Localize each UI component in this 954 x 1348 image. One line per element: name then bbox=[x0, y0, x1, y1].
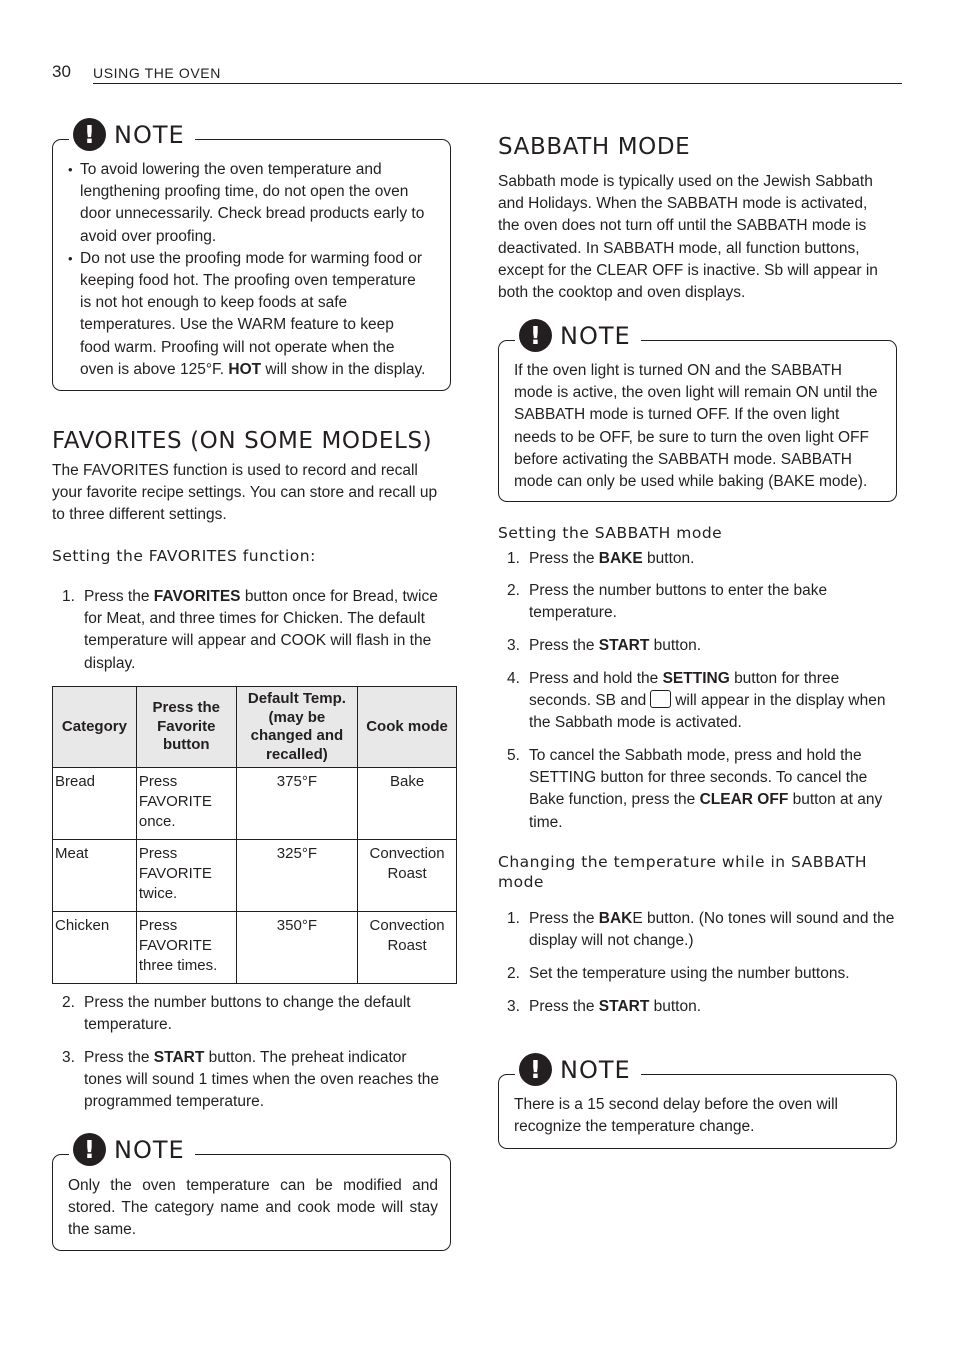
table-cell: Bread bbox=[53, 768, 137, 840]
sabbath-step-3: 3. Press the START button. bbox=[507, 637, 702, 654]
favorites-table bbox=[52, 686, 457, 984]
column-header: Default Temp. (may be changed and recalled) bbox=[236, 687, 357, 768]
sabbath-step-5: 5. To cancel the Sabbath mode, press and hold the SETTING button for three seconds. To cancel the Bake function, press the CLEAR OFF button at any time. bbox=[507, 747, 883, 831]
table-header-row bbox=[53, 687, 457, 768]
page-number: 30 bbox=[52, 62, 71, 81]
note-title: NOTE bbox=[114, 120, 185, 149]
favorites-title: FAVORITES (ON SOME MODELS) bbox=[52, 428, 433, 454]
table-cell: Convection Roast bbox=[358, 912, 457, 984]
note-title: NOTE bbox=[560, 1055, 631, 1084]
note-header bbox=[69, 1133, 195, 1166]
table-cell: Press FAVORITE twice. bbox=[136, 840, 236, 912]
column-header: Category bbox=[53, 687, 137, 768]
note-body bbox=[68, 159, 428, 381]
note-bullet: • To avoid lowering the oven temperature and lengthening proofing time, do not open the oven door unnecessarily. Check bread products early to avoid over proofing. bbox=[68, 159, 428, 248]
note-box-sabbath-light bbox=[498, 321, 897, 502]
exclamation-icon: ! bbox=[519, 1053, 552, 1086]
note-header bbox=[515, 319, 641, 352]
favorites-step-1: 1. Press the FAVORITES button once for Bread, twice for Meat, and three times for Chicken. The default temperature will appear and COOK will flash in the display. bbox=[62, 588, 438, 672]
table-row bbox=[53, 840, 457, 912]
note-box-favorites bbox=[52, 1135, 451, 1251]
note-bullet: • Do not use the proofing mode for warming food or keeping food hot. The proofing oven temperature is not hot enough to keep foods at safe temperatures. Use the WARM feature to keep food warm. Proofing will not operate when the oven is above 125°F. HOT will show in the display. bbox=[68, 248, 428, 381]
favorites-intro: The FAVORITES function is used to record and recall your favorite recipe settings. You can store and recall up to three different settings. bbox=[52, 462, 438, 524]
note-box-proofing bbox=[52, 120, 451, 391]
changing-step-2: 2. Set the temperature using the number buttons. bbox=[507, 965, 850, 982]
note-header bbox=[515, 1053, 641, 1086]
sabbath-title: SABBATH MODE bbox=[498, 134, 691, 160]
setting-sabbath-subheading: Setting the SABBATH mode bbox=[498, 524, 723, 542]
favorites-step-2: 2. Press the number buttons to change the default temperature. bbox=[62, 994, 411, 1034]
sabbath-indicator-icon bbox=[650, 690, 671, 708]
sabbath-step-1: 1. Press the BAKE button. bbox=[507, 550, 695, 567]
sabbath-step-4: 4. Press and hold the SETTING button for three seconds. SB and will appear in the display when the Sabbath mode is activated. bbox=[507, 670, 886, 732]
column-header: Cook mode bbox=[358, 687, 457, 768]
note-body: There is a 15 second delay before the oven will recognize the temperature change. bbox=[514, 1096, 838, 1136]
table-row bbox=[53, 768, 457, 840]
table-cell: Bake bbox=[358, 768, 457, 840]
note-body: If the oven light is turned ON and the SABBATH mode is active, the oven light will remain ON until the SABBATH mode is turned OFF. If the oven light needs to be OFF, be sure to turn the oven light OFF before activating the SABBATH mode. SABBATH mode can only be used while baking (BAKE mode). bbox=[514, 362, 878, 491]
exclamation-icon: ! bbox=[519, 319, 552, 352]
table-row bbox=[53, 912, 457, 984]
favorites-subheading: Setting the FAVORITES function: bbox=[52, 547, 316, 565]
note-body: Only the oven temperature can be modified and stored. The category name and cook mode will stay the same. bbox=[68, 1177, 438, 1239]
column-header: Press the Favorite button bbox=[136, 687, 236, 768]
table-cell: 325°F bbox=[236, 840, 357, 912]
table-cell: 350°F bbox=[236, 912, 357, 984]
sabbath-step-2: 2. Press the number buttons to enter the bake temperature. bbox=[507, 582, 828, 622]
header-rule bbox=[93, 83, 902, 84]
changing-step-3: 3. Press the START button. bbox=[507, 998, 702, 1015]
note-header bbox=[69, 118, 195, 151]
exclamation-icon: ! bbox=[73, 1133, 106, 1166]
table-cell: Convection Roast bbox=[358, 840, 457, 912]
table-cell: Chicken bbox=[53, 912, 137, 984]
note-title: NOTE bbox=[560, 321, 631, 350]
changing-step-1: 1. Press the BAKE button. (No tones will sound and the display will not change.) bbox=[507, 910, 895, 950]
favorites-step-3: 3. Press the START button. The preheat indicator tones will sound 1 times when the oven reaches the programmed temperature. bbox=[62, 1049, 439, 1111]
table-cell: Meat bbox=[53, 840, 137, 912]
sabbath-intro: Sabbath mode is typically used on the Jewish Sabbath and Holidays. When the SABBATH mode is activated, the oven does not turn off until the SABBATH mode is deactivated. In SABBATH mode, all function buttons, except for the CLEAR OFF is inactive. Sb will appear in both the cooktop and oven displays. bbox=[498, 173, 878, 302]
changing-temp-subheading: Changing the temperature while in SABBATH mode bbox=[498, 853, 868, 891]
exclamation-icon: ! bbox=[73, 118, 106, 151]
table-cell: Press FAVORITE once. bbox=[136, 768, 236, 840]
note-box-delay bbox=[498, 1055, 897, 1149]
table-cell: 375°F bbox=[236, 768, 357, 840]
running-header: USING THE OVEN bbox=[93, 65, 221, 81]
note-title: NOTE bbox=[114, 1135, 185, 1164]
table-cell: Press FAVORITE three times. bbox=[136, 912, 236, 984]
